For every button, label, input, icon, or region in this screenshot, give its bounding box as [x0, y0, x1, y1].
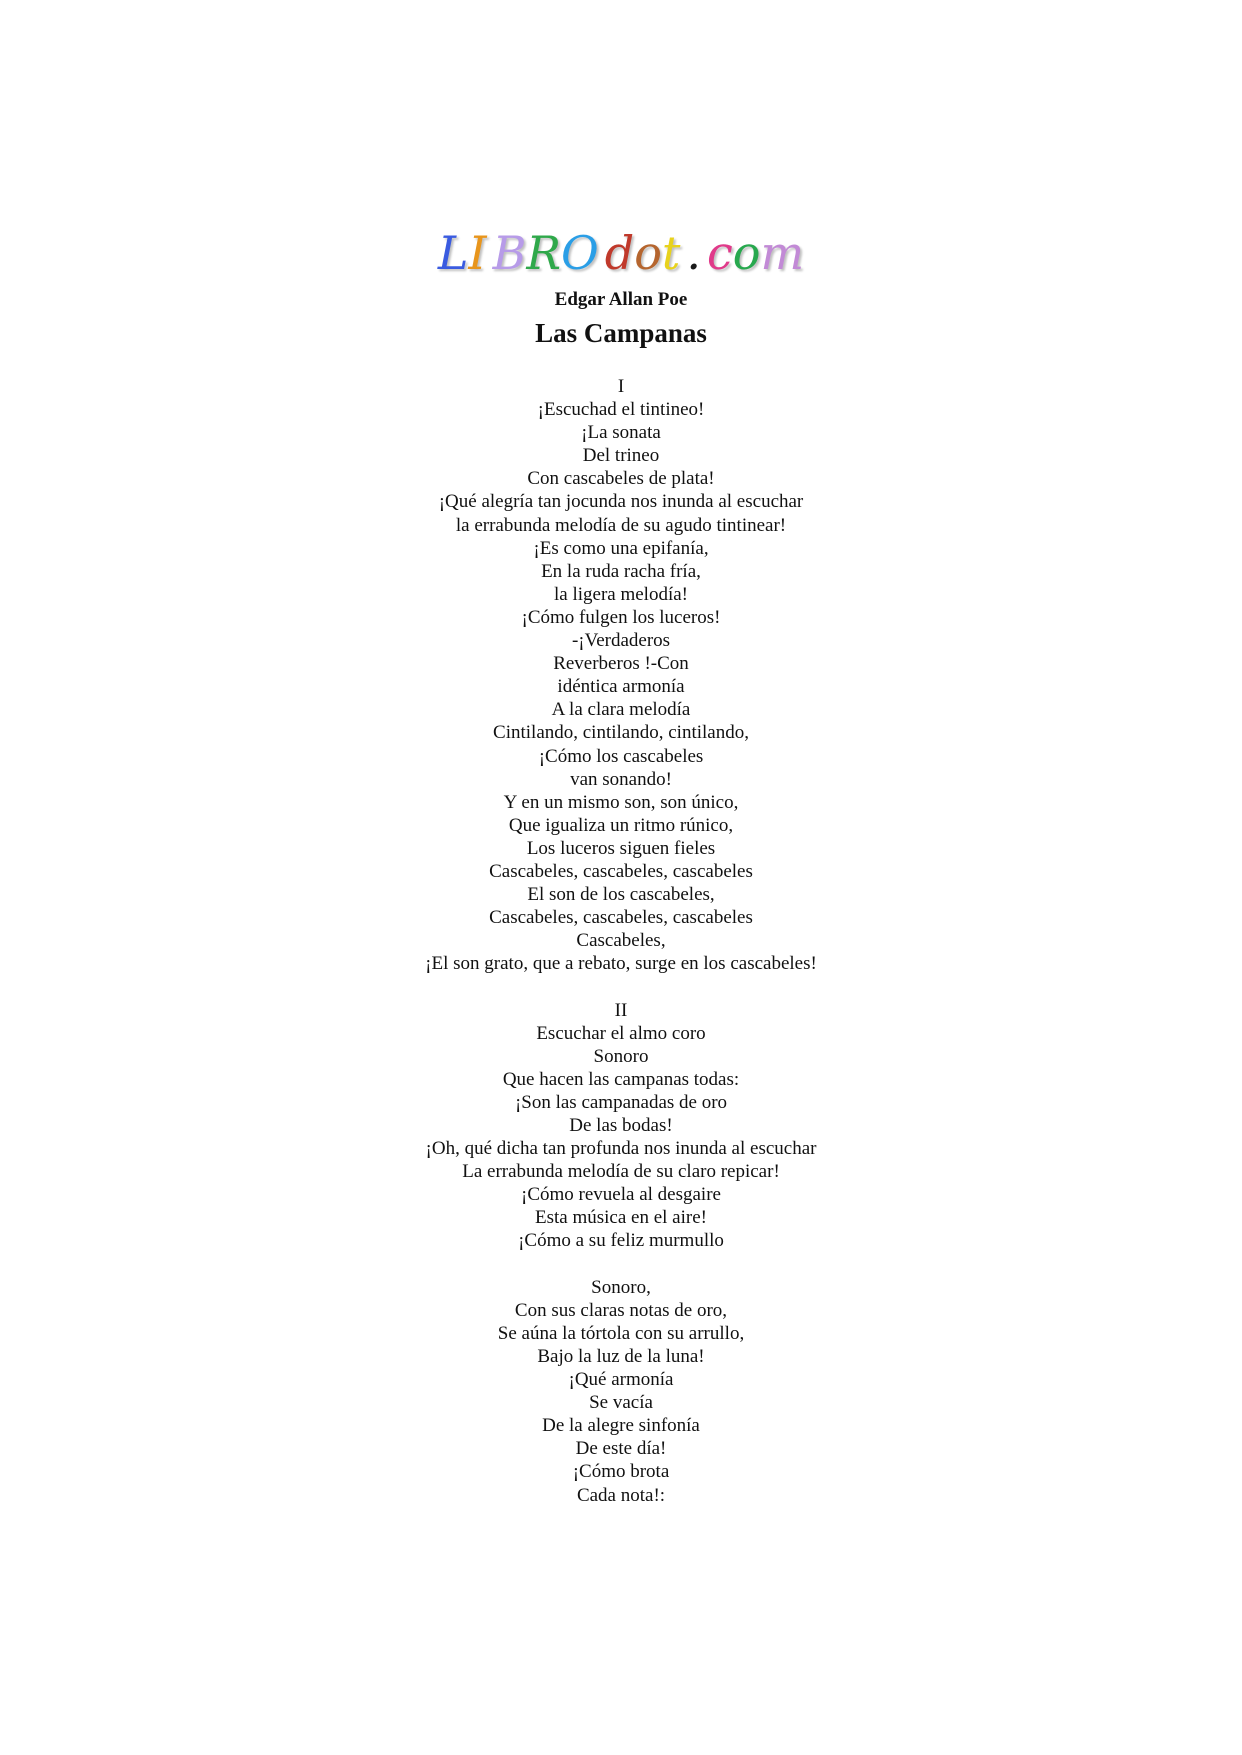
poem-line: De este día! [575, 1438, 667, 1460]
librodot-logo [0, 226, 1242, 280]
author-name: Edgar Allan Poe [554, 289, 688, 310]
poem-line: ¡Es como una epifanía, [533, 537, 709, 559]
poem-line: De las bodas! [569, 1115, 673, 1136]
poem-line: Se vacía [589, 1392, 653, 1414]
logo-dot: . [686, 226, 702, 280]
poem-line: Escuchar el almo coro [536, 1022, 706, 1044]
logo-letter: B [492, 226, 527, 280]
poem-line: Con cascabeles de plata! [527, 468, 715, 490]
poem-line: ¡La sonata [581, 422, 661, 444]
poem-line: De la alegre sinfonía [542, 1415, 700, 1437]
poem-line: ¡Son las campanadas de oro [514, 1091, 728, 1113]
poem-line: Cintilando, cintilando, cintilando, [493, 722, 749, 744]
poem-line: la ligera melodía! [554, 583, 688, 605]
poem-line: A la clara melodía [551, 699, 691, 721]
poem-line: ¡El son grato, que a rebato, surge en los cascabeles! [425, 953, 817, 975]
logo-letter: L [437, 226, 469, 280]
poem-line: ¡Escuchad el tintineo! [537, 399, 705, 421]
poem-line [0, 975, 1242, 998]
poem-line: Y en un mismo son, son único, [503, 791, 739, 813]
logo-letter: c [707, 226, 733, 280]
poem-line: ¡Cómo a su feliz murmullo [518, 1230, 724, 1252]
poem-line: Sonoro [593, 1045, 649, 1067]
poem-line: Cascabeles, [576, 930, 666, 952]
poem-line: Cada nota!: [576, 1484, 666, 1506]
logo-letter: I [468, 226, 487, 280]
poem-line: Reverberos !-Con [553, 653, 689, 675]
poem-line: Bajo la luz de la luna! [537, 1345, 705, 1367]
poem-line: ¡Cómo fulgen los luceros! [521, 606, 721, 628]
poem-line: Sonoro, [591, 1276, 651, 1298]
poem-line: ¡Qué armonía [568, 1369, 674, 1391]
poem-line: Del trineo [582, 445, 660, 467]
logo-letter: t [661, 226, 681, 280]
logo-letter: d [604, 226, 635, 280]
poem-title: Las Campanas [535, 318, 707, 348]
poem-line: ¡Cómo brota [572, 1461, 670, 1483]
poem-line: -¡Verdaderos [571, 630, 671, 652]
poem-line: I [617, 376, 625, 397]
poem-line: Con sus claras notas de oro, [514, 1299, 728, 1321]
poem-line: la errabunda melodía de su agudo tintinear! [455, 514, 787, 536]
poem-line: van sonando! [570, 768, 672, 790]
poem-line: idéntica armonía [557, 676, 685, 698]
poem-line [0, 1253, 1242, 1276]
poem-line: ¡Oh, qué dicha tan profunda nos inunda al escuchar [425, 1138, 817, 1160]
poem-line: Que igualiza un ritmo rúnico, [508, 814, 734, 836]
poem-body [0, 375, 1242, 1507]
poem-line: La errabunda melodía de su claro repicar! [462, 1161, 780, 1183]
poem-line: Cascabeles, cascabeles, cascabeles [489, 860, 753, 882]
poem-line: II [614, 999, 628, 1021]
poem-line: Los luceros siguen fieles [526, 837, 716, 859]
poem-line: Que hacen las campanas todas: [502, 1068, 740, 1090]
logo-letter: R [526, 226, 562, 280]
logo-letter: O [561, 226, 599, 280]
logo-letter: o [634, 226, 662, 280]
poem-line: Esta música en el aire! [535, 1207, 707, 1229]
poem-line: ¡Cómo revuela al desgaire [521, 1184, 721, 1206]
poem-line: ¡Qué alegría tan jocunda nos inunda al escuchar [438, 491, 804, 513]
logo-letter: o [732, 226, 761, 280]
poem-line: El son de los cascabeles, [527, 884, 715, 906]
logo-letter: m [760, 226, 805, 280]
poem-line: En la ruda racha fría, [541, 560, 701, 582]
poem-line: ¡Cómo los cascabeles [538, 745, 704, 767]
poem-line: Se aúna la tórtola con su arrullo, [497, 1322, 745, 1344]
poem-line: Cascabeles, cascabeles, cascabeles [489, 907, 753, 929]
